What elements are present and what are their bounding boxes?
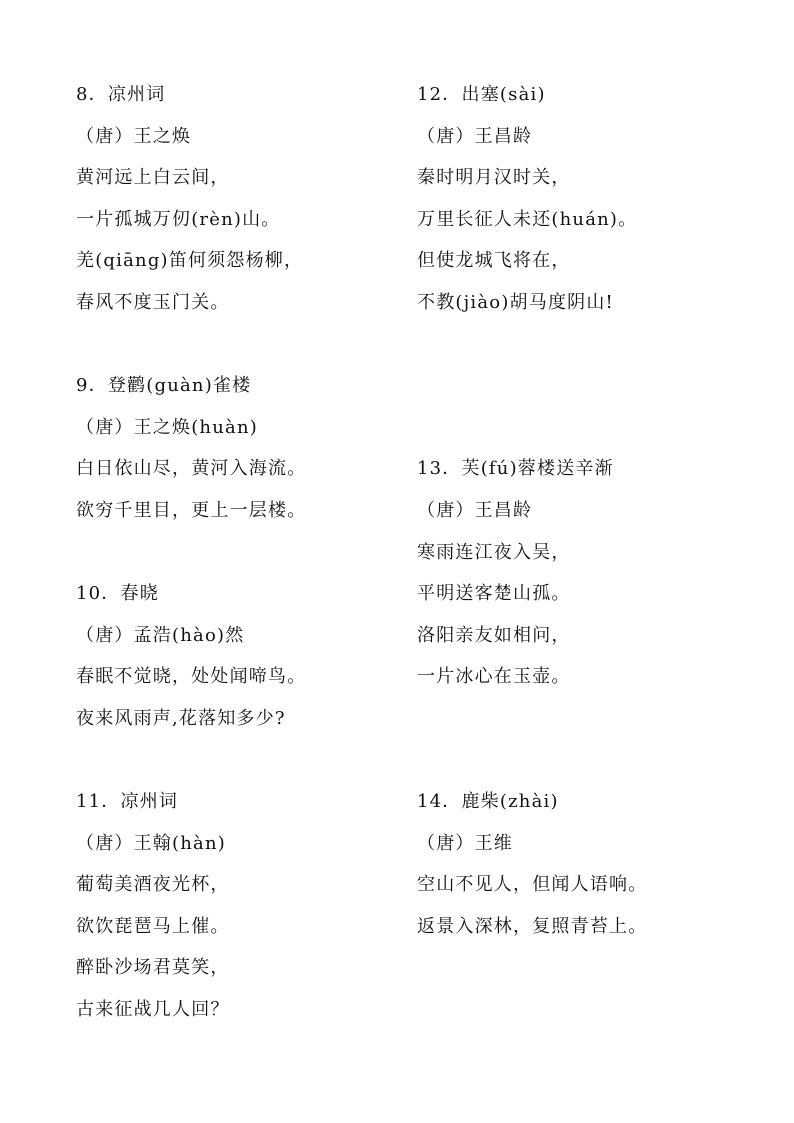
poem-title: 9．登鹳(guàn)雀楼 [76, 375, 252, 397]
poem-line: 空山不见人，但闻人语响。 [417, 874, 648, 896]
poem-title: 8．凉州词 [76, 84, 166, 105]
spacer [76, 740, 416, 782]
poem-8 [76, 74, 416, 324]
poem-title: 12．出塞(sài) [417, 84, 546, 105]
spacer [76, 324, 416, 366]
poem-line: 古来征战几人回？ [76, 999, 230, 1021]
spacer [417, 365, 757, 407]
poem-line: 黄河远上白云间， [76, 167, 230, 189]
poem-line: 一片冰心在玉壶。 [417, 666, 571, 688]
poem-line: 秦时明月汉时关， [417, 167, 571, 189]
spacer [417, 698, 757, 740]
poem-title: 14．鹿柴(zhài) [417, 791, 559, 813]
spacer [417, 324, 757, 366]
poem-author: （唐）王之焕 [76, 125, 192, 147]
poem-line: 醉卧沙场君莫笑， [76, 957, 230, 979]
poem-title: 11．凉州词 [76, 791, 179, 813]
poem-author: （唐）王昌龄 [417, 125, 533, 147]
poem-line: 春风不度玉门关。 [76, 291, 230, 313]
poem-author: （唐）王维 [417, 832, 513, 854]
poem-12 [417, 74, 757, 324]
poem-line: 洛阳亲友如相问， [417, 624, 571, 646]
poem-line: 返景入深林，复照青苔上。 [417, 915, 648, 937]
poem-line: 葡萄美酒夜光杯， [76, 874, 230, 896]
poem-author: （唐）孟浩(hào)然 [76, 624, 245, 646]
poem-line: 但使龙城飞将在， [417, 250, 571, 272]
poem-line: 平明送客楚山孤。 [417, 583, 571, 605]
poem-line: 夜来风雨声,花落知多少? [76, 707, 286, 729]
poem-line: 不教(jiào)胡马度阴山! [417, 291, 614, 313]
poem-title: 10．春晓 [76, 583, 159, 605]
spacer [417, 407, 757, 449]
right-column [417, 74, 757, 947]
poem-author: （唐）王之焕(huàn) [76, 416, 258, 438]
left-column [76, 74, 416, 1031]
poem-line: 欲饮琵琶马上催。 [76, 915, 230, 937]
poem-line: 春眠不觉晓，处处闻啼鸟。 [76, 666, 307, 688]
poem-author: （唐）王翰(hàn) [76, 832, 226, 854]
poem-14 [417, 781, 757, 947]
spacer [417, 740, 757, 782]
spacer [76, 532, 416, 574]
poem-13 [417, 448, 757, 698]
poem-10 [76, 573, 416, 739]
poem-line: 一片孤城万仞(rèn)山。 [76, 208, 281, 230]
poem-line: 寒雨连江夜入吴， [417, 541, 571, 563]
poem-line: 羌(qiāng)笛何须怨杨柳， [76, 250, 304, 272]
poem-line: 白日依山尽，黄河入海流。 [76, 458, 307, 480]
poem-11 [76, 781, 416, 1031]
poem-author: （唐）王昌龄 [417, 499, 533, 521]
poem-9 [76, 365, 416, 531]
poem-line: 万里长征人未还(huán)。 [417, 208, 638, 230]
poem-title: 13．芙(fú)蓉楼送辛渐 [417, 458, 614, 480]
poem-line: 欲穷千里目，更上一层楼。 [76, 499, 307, 521]
